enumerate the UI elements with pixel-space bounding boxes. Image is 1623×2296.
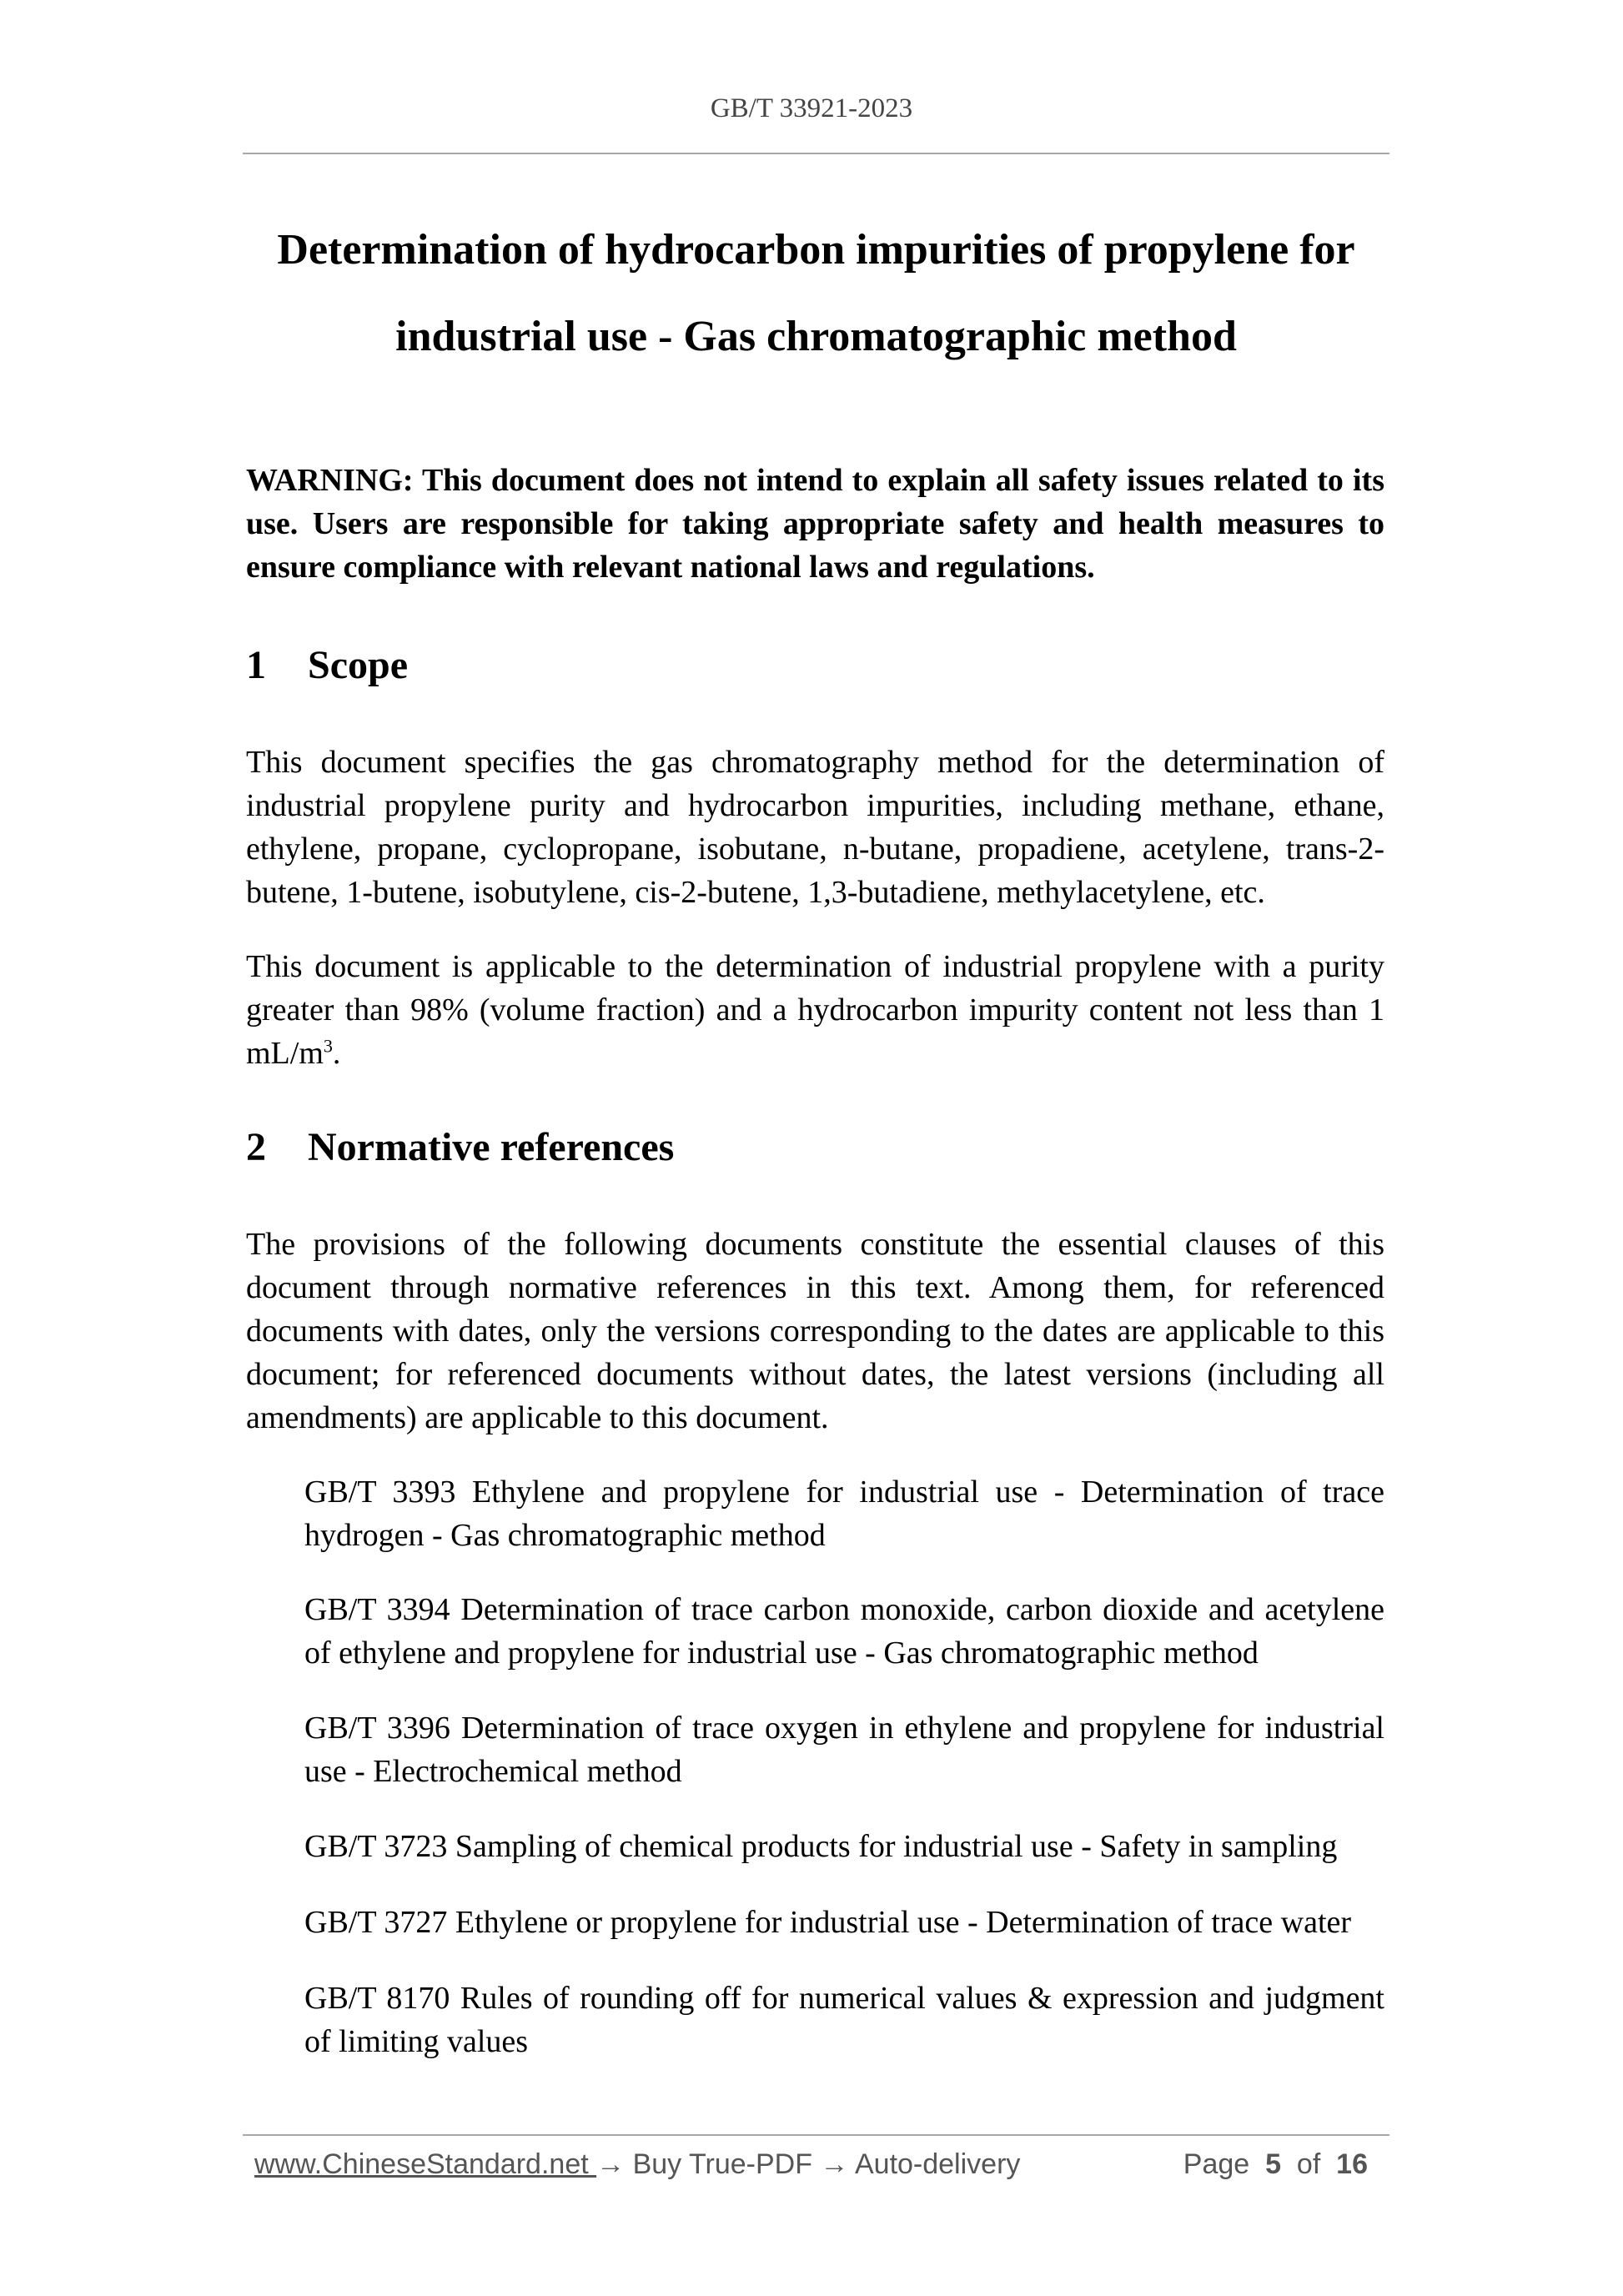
section-heading-normative-references: [246, 1123, 674, 1173]
period: .: [332, 1036, 341, 1071]
footer-promo: [254, 2148, 1020, 2181]
page-total: 16: [1336, 2148, 1368, 2180]
section-heading-scope: [246, 641, 408, 691]
document-title: [243, 207, 1389, 380]
section-title: Scope: [308, 643, 408, 687]
reference-item: GB/T 3723 Sampling of chemical products for industrial use - Safety in sampling: [304, 1829, 1338, 1864]
page-footer: [254, 2143, 1376, 2185]
scope-paragraph-2: [246, 945, 1384, 1075]
section-number: 1: [246, 643, 266, 687]
arrow-right-icon: →: [820, 2148, 849, 2180]
section-title: Normative references: [308, 1125, 675, 1169]
normative-references-paragraph: The provisions of the following documents constitute the essential clauses of this document through normative references in this text. Among them, for referenced documents with dates, only the versions corresponding to the dates are applicable to this document; for referenced documents without dates, the latest versions (including all amendments) are applicable to this document.: [246, 1227, 1384, 1435]
header-rule: [243, 153, 1389, 154]
running-header: GB/T 33921-2023: [710, 93, 913, 123]
title-line-1: Determination of hydrocarbon impurities of propylene for: [277, 226, 1355, 274]
superscript: 3: [323, 1035, 333, 1057]
page-current: 5: [1265, 2148, 1281, 2180]
reference-item: GB/T 3393 Ethylene and propylene for industrial use - Determination of trace hydrogen - Gas chromatographic method: [304, 1475, 1384, 1553]
title-line-2: industrial use - Gas chromatographic method: [395, 313, 1237, 360]
page-indicator: [1183, 2148, 1368, 2181]
scope-paragraph-2-text: This document is applicable to the determination of industrial propylene with a purity greater than 98% (volume fraction) and a hydrocarbon impurity content not less than 1 mL/m: [246, 949, 1384, 1071]
page-label: Page: [1183, 2148, 1250, 2180]
reference-item: GB/T 3396 Determination of trace oxygen in ethylene and propylene for industrial use - Electrochemical method: [304, 1711, 1384, 1789]
buy-text: Buy True-PDF: [625, 2148, 821, 2180]
arrow-right-icon: →: [596, 2148, 626, 2180]
footer-rule: [243, 2134, 1389, 2136]
website-link[interactable]: www.ChineseStandard.net: [254, 2148, 597, 2180]
reference-item: GB/T 3727 Ethylene or propylene for industrial use - Determination of trace water: [304, 1905, 1352, 1940]
scope-paragraph-1: This document specifies the gas chromatography method for the determination of industrial propylene purity and hydrocarbon impurities, including methane, ethane, ethylene, propane, cyclopropane, isobutane, n-butane, propadiene, acetylene, trans-2-butene, 1-butene, isobutylene, cis-2-butene, 1,3-butadiene, methylacetylene, etc.: [246, 745, 1384, 910]
delivery-text: Auto-delivery: [848, 2148, 1021, 2180]
section-number: 2: [246, 1125, 266, 1169]
warning-notice: WARNING: This document does not intend to explain all safety issues related to its use. Users are responsible for taking appropriate safety and health measures to ensure compliance with relevant national laws and regulations.: [246, 463, 1384, 585]
reference-item: GB/T 8170 Rules of rounding off for numerical values & expression and judgment of limiting values: [304, 1981, 1384, 2059]
reference-item: GB/T 3394 Determination of trace carbon monoxide, carbon dioxide and acetylene of ethylene and propylene for industrial use - Gas chromatographic method: [304, 1592, 1384, 1671]
page-of: of: [1296, 2148, 1321, 2180]
